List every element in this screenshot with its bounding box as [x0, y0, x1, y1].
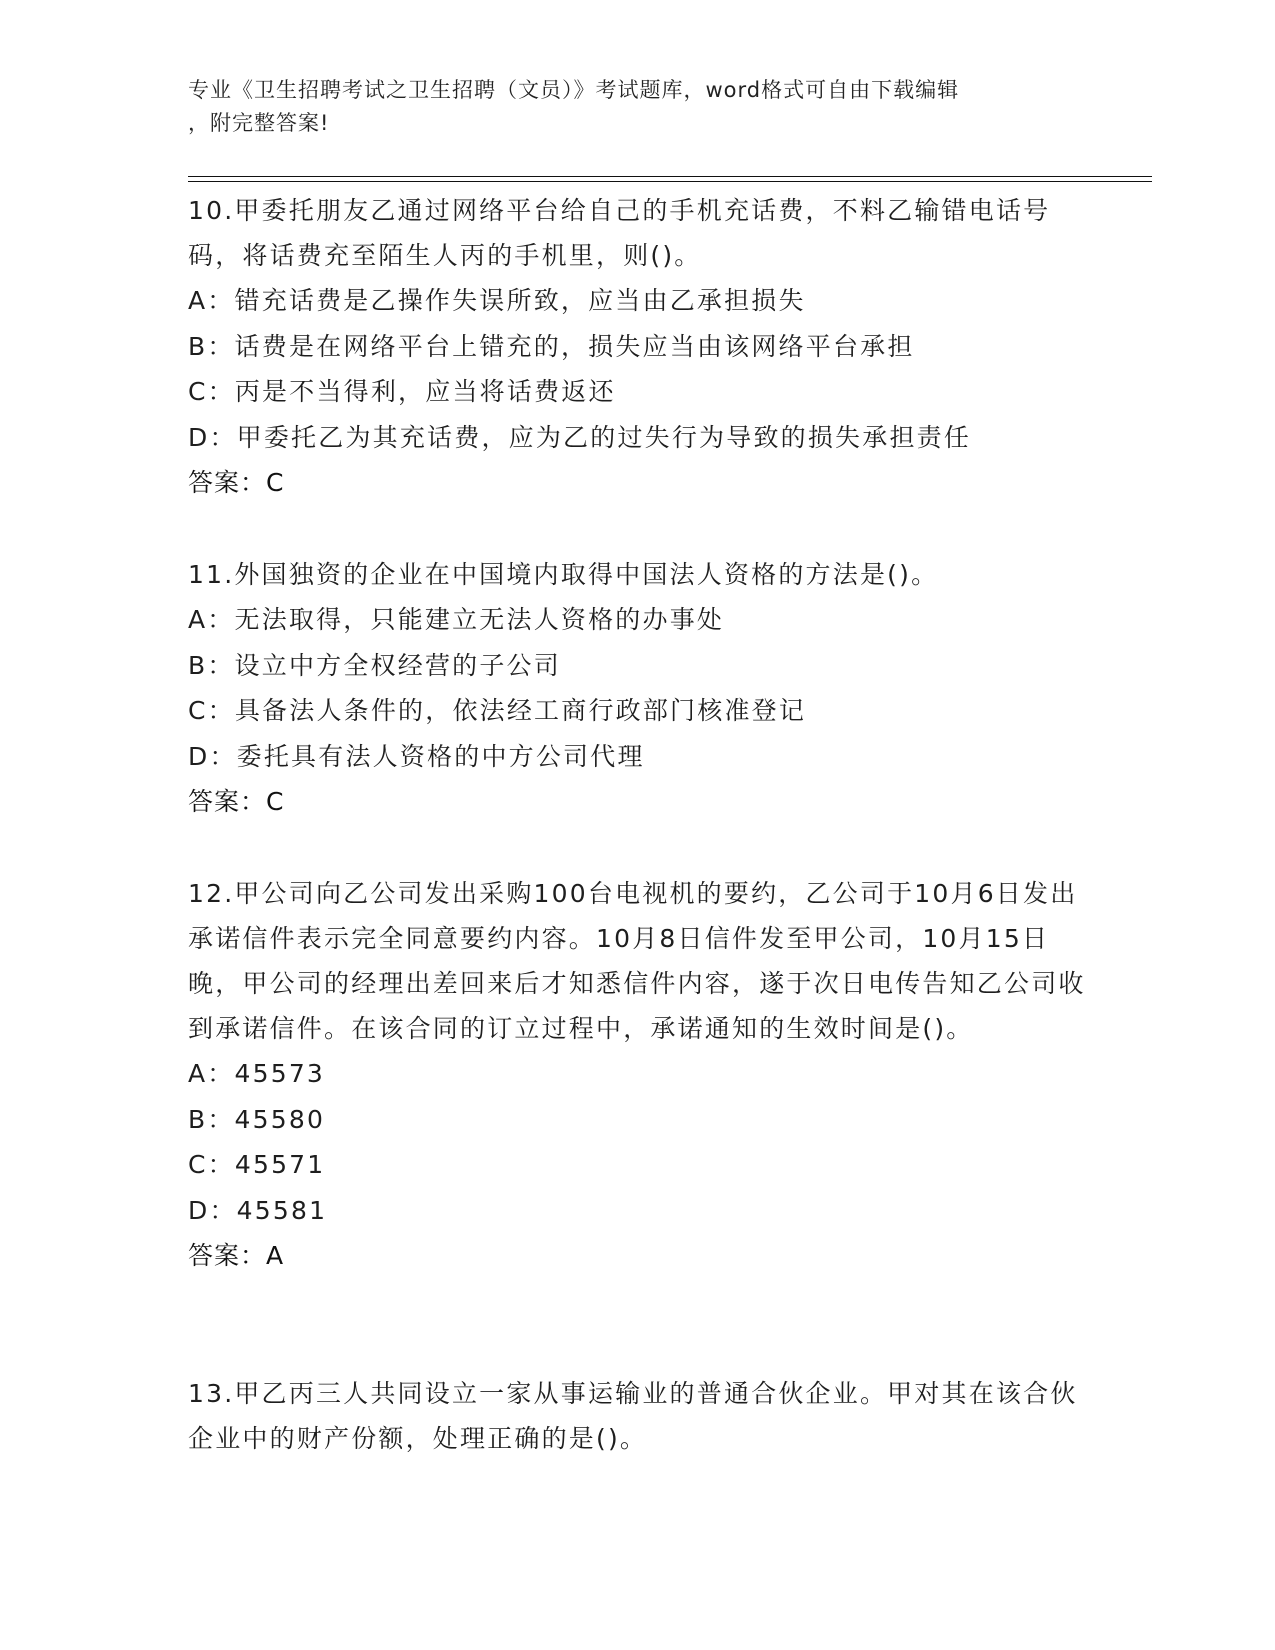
answer: 答案：C	[188, 468, 285, 497]
answer: 答案：C	[188, 787, 285, 816]
question-stem: 12.甲公司向乙公司发出采购100台电视机的要约，乙公司于10月6日发出承诺信件表示完全同意要约内容。10月8日信件发至甲公司，10月15日晚，甲公司的经理出差回来后才知悉信件内容，遂于次日电传告知乙公司收到承诺信件。在该合同的订立过程中，承诺通知的生效时间是()。	[188, 879, 1086, 1043]
option-d: D：委托具有法人资格的中方公司代理	[188, 741, 645, 771]
option-c: C：具备法人条件的，依法经工商行政部门核准登记	[188, 696, 807, 725]
question-stem: 11.外国独资的企业在中国境内取得中国法人资格的方法是()。	[188, 560, 939, 589]
option-b: B：话费是在网络平台上错充的，损失应当由该网络平台承担	[188, 331, 915, 361]
option-a: A：无法取得，只能建立无法人资格的办事处	[188, 605, 725, 634]
header-line-2: ，附完整答案!	[188, 111, 330, 135]
option-c: C：丙是不当得利，应当将话费返还	[188, 377, 616, 406]
question-11	[188, 552, 1088, 824]
question-13	[188, 1371, 1088, 1461]
option-d: D：甲委托乙为其充话费，应为乙的过失行为导致的损失承担责任	[188, 422, 972, 452]
option-d: D：45581	[188, 1195, 328, 1225]
answer: 答案：A	[188, 1241, 285, 1270]
question-10	[188, 188, 1088, 505]
header-rule-bottom	[188, 181, 1152, 182]
header-rule-top	[188, 176, 1152, 177]
question-12	[188, 871, 1088, 1278]
header-line-1: 专业《卫生招聘考试之卫生招聘（文员）》考试题库，word格式可自由下载编辑	[188, 78, 960, 102]
option-c: C：45571	[188, 1150, 326, 1179]
option-b: B：设立中方全权经营的子公司	[188, 650, 561, 680]
question-stem: 10.甲委托朋友乙通过网络平台给自己的手机充话费，不料乙输错电话号码，将话费充至陌生人丙的手机里，则()。	[188, 196, 1051, 270]
question-stem: 13.甲乙丙三人共同设立一家从事运输业的普通合伙企业。甲对其在该合伙企业中的财产份额，处理正确的是()。	[188, 1379, 1078, 1453]
option-a: A：错充话费是乙操作失误所致，应当由乙承担损失	[188, 286, 806, 315]
option-b: B：45580	[188, 1104, 326, 1134]
document-header	[188, 74, 1068, 140]
option-a: A：45573	[188, 1059, 326, 1088]
